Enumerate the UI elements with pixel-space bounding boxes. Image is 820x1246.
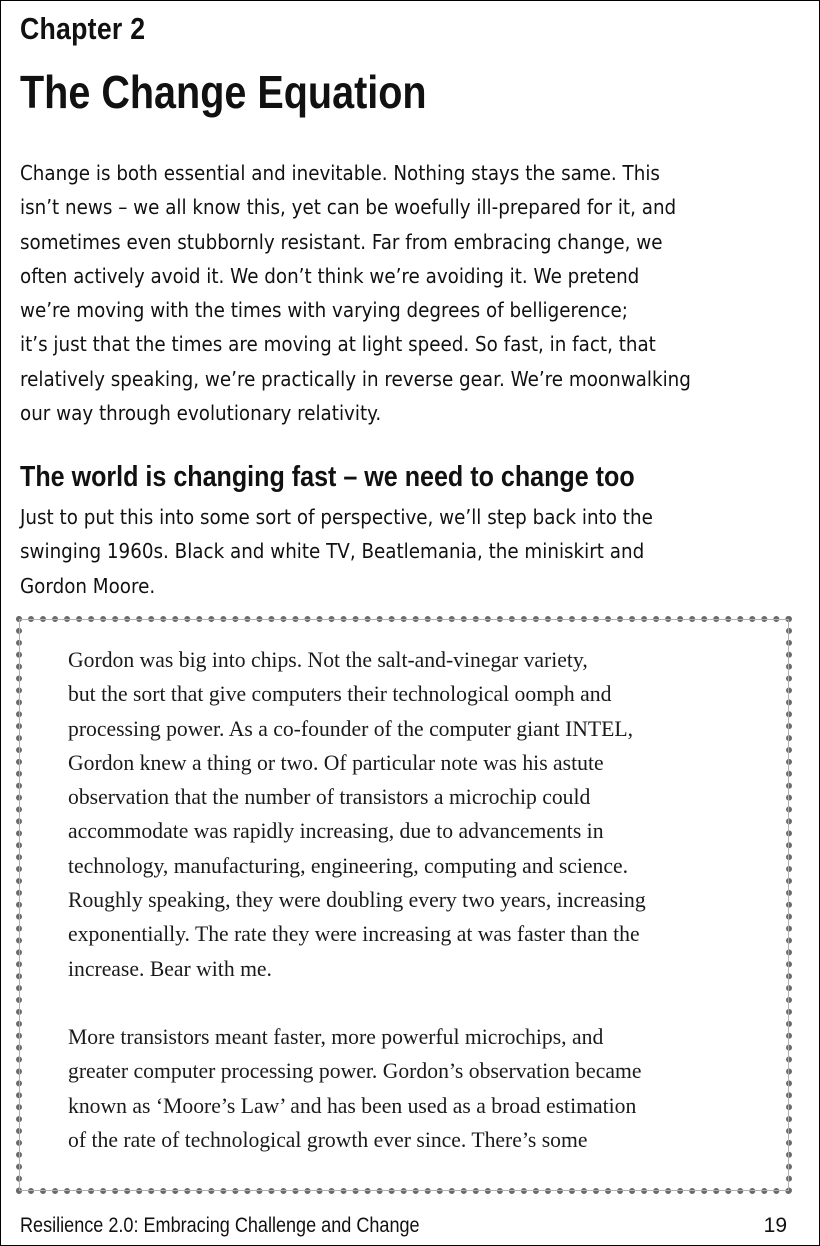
text-line: often actively avoid it. We don’t think we’re avoiding it. We pretend bbox=[20, 263, 640, 288]
callout-line: of the rate of technological growth ever since. There’s some bbox=[68, 1126, 588, 1152]
callout-line: increase. Bear with me. bbox=[68, 955, 272, 981]
callout-line: known as ‘Moore’s Law’ and has been used as a broad estimation bbox=[68, 1092, 637, 1118]
callout-line: observation that the number of transistors a microchip could bbox=[68, 784, 591, 810]
callout-line: accommodate was rapidly increasing, due to advancements in bbox=[68, 818, 604, 844]
footer-book-title: Resilience 2.0: Embracing Challenge and Change bbox=[20, 1214, 420, 1237]
text-line: Gordon Moore. bbox=[20, 573, 156, 598]
intro-paragraph bbox=[20, 156, 810, 430]
section-heading: The world is changing fast – we need to change too bbox=[20, 461, 635, 493]
callout-box bbox=[16, 616, 792, 1194]
text-line: it’s just that the times are moving at light speed. So fast, in fact, that bbox=[20, 332, 656, 357]
callout-line: exponentially. The rate they were increasing at was faster than the bbox=[68, 921, 640, 947]
text-line: our way through evolutionary relativity. bbox=[20, 401, 382, 426]
callout-line: Gordon was big into chips. Not the salt-and-vinegar variety, bbox=[68, 647, 588, 672]
text-line: we’re moving with the times with varying degrees of belligerence; bbox=[20, 298, 628, 323]
chapter-title: The Change Equation bbox=[20, 66, 427, 118]
text-line: Change is both essential and inevitable. Nothing stays the same. This bbox=[20, 161, 660, 185]
callout-line: processing power. As a co-founder of the computer giant INTEL, bbox=[68, 715, 634, 741]
text-line: isn’t news – we all know this, yet can be woefully ill-prepared for it, and bbox=[20, 195, 677, 220]
callout-line: but the sort that give computers their technological oomph and bbox=[68, 681, 612, 707]
callout-line: Gordon knew a thing or two. Of particular note was his astute bbox=[68, 749, 604, 775]
text-line: relatively speaking, we’re practically in reverse gear. We’re moonwalking bbox=[20, 366, 691, 391]
paragraph-gap bbox=[68, 986, 768, 1020]
callout-text bbox=[68, 643, 768, 1157]
callout-line: technology, manufacturing, engineering, computing and science. bbox=[68, 852, 629, 878]
text-line: Just to put this into some sort of perspective, we’ll step back into the bbox=[20, 505, 653, 529]
chapter-label: Chapter 2 bbox=[20, 11, 146, 46]
callout-line: Roughly speaking, they were doubling every two years, increasing bbox=[68, 887, 646, 913]
section-paragraph bbox=[20, 500, 810, 603]
callout-line: greater computer processing power. Gordon’s observation became bbox=[68, 1058, 642, 1084]
page-number: 19 bbox=[763, 1214, 787, 1237]
text-line: swinging 1960s. Black and white TV, Beatlemania, the miniskirt and bbox=[20, 539, 645, 564]
text-line: sometimes even stubbornly resistant. Far from embracing change, we bbox=[20, 229, 663, 254]
callout-line: More transistors meant faster, more powerful microchips, and bbox=[68, 1023, 604, 1049]
